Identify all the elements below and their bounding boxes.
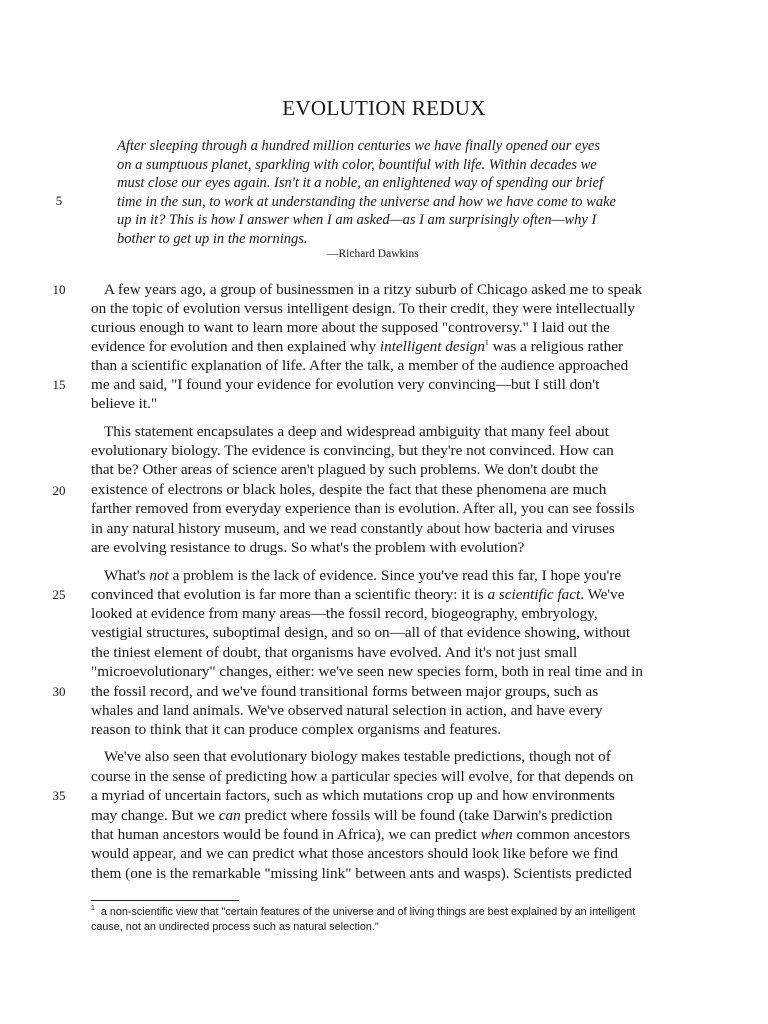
epigraph-line: After sleeping through a hundred million centuries we have finally opened our eyes [117, 138, 600, 154]
body-line [91, 662, 643, 681]
body-line [91, 318, 610, 337]
body-line-text: a myriad of uncertain factors, such as which mutations crop up and how environments [91, 787, 615, 804]
line-number: 35 [52, 788, 66, 803]
body-line-text: may change. But we [91, 807, 219, 824]
body-line-text: would appear, and we can predict what those ancestors should look like before we find [91, 845, 618, 862]
body-line [91, 337, 623, 356]
body-line [91, 806, 613, 825]
body-line [91, 623, 630, 642]
body-line-text: A few years ago, a group of businessmen in a ritzy suburb of Chicago asked me to speak [104, 281, 643, 298]
body-line-text: course in the sense of predicting how a particular species will evolve, for that depends on [91, 768, 634, 785]
emphasis-text: can [218, 807, 241, 824]
body-line-text: the fossil record, and we've found transitional forms between major groups, such as [91, 683, 599, 700]
body-line-text: looked at evidence from many areas—the fossil record, biogeography, embryology, [91, 605, 598, 622]
footnote-divider [91, 900, 239, 901]
body-line [91, 585, 625, 604]
body-line-text: . We've [580, 586, 625, 603]
body-line [104, 280, 642, 299]
body-line [91, 538, 524, 557]
line-number: 5 [55, 193, 63, 208]
body-line [91, 682, 598, 701]
body-line-text: than a scientific explanation of life. After the talk, a member of the audience approached [91, 357, 629, 374]
line-number: 20 [52, 483, 66, 498]
epigraph-line: up in it? This is how I answer when I am asked—as I am surprisingly often—why I [117, 212, 597, 228]
body-line [91, 394, 157, 413]
epigraph-line: must close our eyes again. Isn't it a noble, an enlightened way of spending our brief [117, 175, 603, 191]
footnote-reference[interactable]: 1 [484, 337, 489, 347]
footnote-marker: 1 [91, 905, 95, 913]
body-line-text: farther removed from everyday experience than is evolution. After all, you can see fossils [91, 500, 635, 517]
body-line [91, 643, 577, 662]
body-line-text: me and said, "I found your evidence for evolution very convincing—but I still don't [91, 376, 600, 393]
body-line-text: a problem is the lack of evidence. Since you've read this far, I hope you're [168, 567, 622, 584]
body-line-text: evidence for evolution and then explained why [91, 338, 380, 355]
body-line-text: existence of electrons or black holes, despite the fact that these phenomena are much [91, 480, 607, 498]
footnote-line [91, 920, 379, 934]
body-line [104, 566, 621, 585]
body-line [91, 460, 598, 479]
body-line [91, 356, 628, 375]
body-line-text: whales and land animals. We've observed natural selection in action, and have every [91, 702, 603, 719]
body-line [104, 747, 611, 766]
body-line [91, 844, 618, 863]
line-number: 30 [52, 684, 66, 699]
emphasis-text: not [149, 567, 169, 584]
body-line-text: in any natural history museum, and we read constantly about how bacteria and viruses [91, 519, 615, 537]
body-line [91, 499, 635, 518]
body-line [91, 441, 614, 460]
body-line [91, 375, 599, 394]
body-line-text: are evolving resistance to drugs. So what's the problem with evolution? [91, 539, 525, 556]
body-line [91, 825, 630, 844]
body-line [91, 864, 632, 883]
epigraph-line: bother to get up in the mornings. [117, 230, 308, 247]
body-line-text: common ancestors [512, 826, 631, 843]
body-line [91, 767, 633, 786]
line-number: 10 [52, 282, 66, 297]
body-line [91, 519, 615, 538]
body-line-text: predict where fossils will be found (take Darwin's prediction [240, 807, 613, 824]
body-line [91, 480, 606, 499]
footnote-text: cause, not an undirected process such as natural selection." [91, 921, 379, 933]
epigraph-line: time in the sun, to work at understanding the universe and how we have come to wake [117, 193, 616, 210]
body-line-text: What's [104, 567, 150, 584]
emphasis-text: when [480, 826, 513, 843]
footnote-line [91, 905, 635, 919]
body-line-text: that be? Other areas of science aren't plagued by such problems. We don't doubt the [91, 461, 599, 478]
body-line-text: We've also seen that evolutionary biology makes testable predictions, though not of [104, 748, 611, 765]
body-line-text: on the topic of evolution versus intelligent design. To their credit, they were intellectually [91, 300, 635, 317]
body-line [104, 422, 609, 441]
emphasis-text: intelligent design [379, 338, 485, 355]
epigraph-line: on a sumptuous planet, sparkling with color, bountiful with life. Within decades we [117, 156, 597, 173]
body-line-text: convinced that evolution is far more than a scientific theory: it is [91, 586, 488, 603]
body-line [91, 604, 598, 623]
page-title: EVOLUTION REDUX [282, 96, 486, 120]
footnote-text: a non-scientific view that "certain features of the universe and of living things are best explained by an intelligent [100, 906, 636, 918]
body-line [91, 786, 615, 805]
body-line-text: This statement encapsulates a deep and widespread ambiguity that many feel about [104, 423, 609, 440]
body-line [91, 701, 603, 720]
body-line-text: them (one is the remarkable "missing link" between ants and wasps). Scientists predicted [91, 865, 632, 882]
body-line [91, 720, 501, 739]
line-number: 25 [52, 587, 66, 602]
body-line-text: that human ancestors would be found in Africa), we can predict [91, 826, 481, 843]
epigraph-attribution: —Richard Dawkins [327, 248, 419, 260]
body-line-text: reason to think that it can produce complex organisms and features. [91, 721, 502, 738]
body-line-text: curious enough to want to learn more about the supposed "controversy." I laid out the [91, 319, 610, 336]
body-line-text: "microevolutionary" changes, either: we've seen new species form, both in real time and in [91, 663, 644, 680]
body-line-text: vestigial structures, suboptimal design, and so on—all of that evidence showing, without [91, 624, 631, 641]
body-line-text: evolutionary biology. The evidence is convincing, but they're not convinced. How can [91, 442, 614, 459]
body-line-text: believe it." [91, 395, 158, 412]
body-line-text: was a religious rather [488, 338, 624, 355]
emphasis-text: a scientific fact [487, 586, 581, 603]
body-line [91, 299, 635, 318]
line-number: 15 [52, 377, 66, 392]
body-line-text: the tiniest element of doubt, that organisms have evolved. And it's not just small [91, 644, 578, 661]
